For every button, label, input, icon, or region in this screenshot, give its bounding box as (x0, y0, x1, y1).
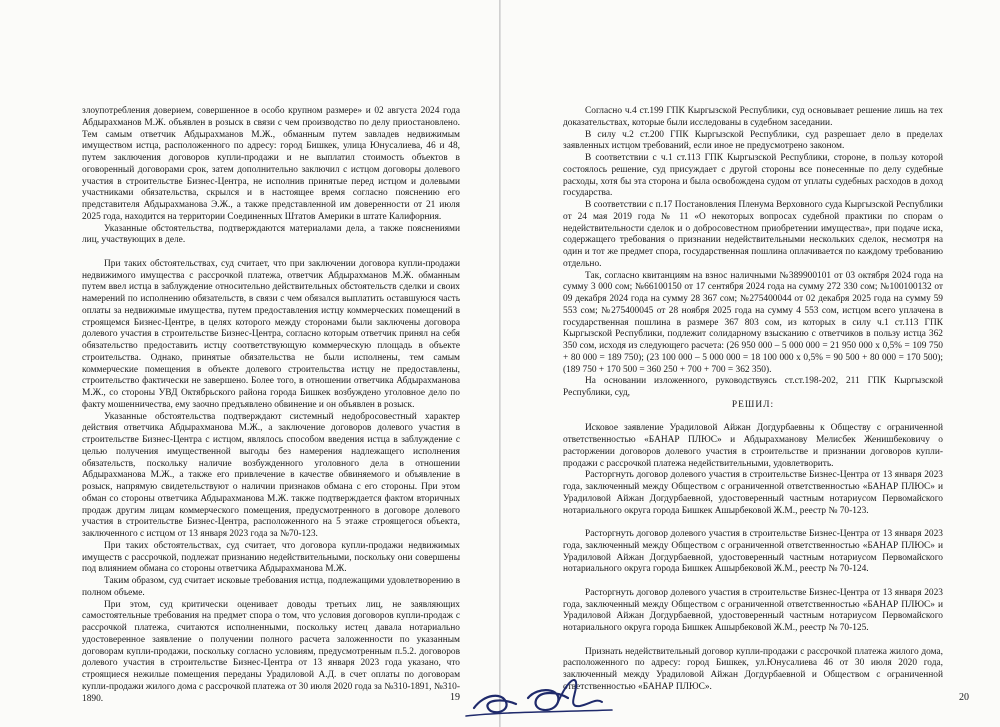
paragraph: Указанные обстоятельства подтверждают системный недобросовестный характер действия ответчика Абдырахманова М.Ж., а заключение договоров долевого участия в строительстве Бизнес-Центра с истцом, являлось способом введения истца в заблуждение с целью получения имущественной выгоды без намерения надлежащего исполнения обязательств, поскольку наличие возбужденного уголовного дела в отношении Абдырахманова М.Ж., а также его привлечение в качестве обвиняемого и объявление в розыск, напрямую свидетельствуют о наличии признаков обмана с его стороны. При этом обман со стороны ответчика Абдырахманова М.Ж. также подтверждается фактом вторичных продаж другим лицам коммерческого помещения, предусмотренного в договоре долевого участия в строительстве Бизнес-Центра, расположенного на 5 этаже строящегося объекта, заключенного с истцом от 13 января 2023 года за №70-123. (82, 411, 460, 539)
page-number: 20 (959, 692, 969, 703)
page-number: 19 (450, 692, 460, 703)
paragraph: В соответствии с п.17 Постановления Пленума Верховного суда Кыргызской Республики от 24 мая 2019 года № 11 «О некоторых вопросах судебной практики по спорам о недействительности сделок и о добросовестном приобретении имущества», при подаче иска, содержащего требования о признании недействительными нескольких сделок, несмотря на один и тот же предмет спора, государственная пошлина оплачивается по каждому требованию отдельно. (563, 200, 943, 269)
paragraph: На основании изложенного, руководствуясь ст.ст.198-202, 211 ГПК Кыргызской Республики, суд, (563, 376, 943, 398)
paragraph: Согласно ч.4 ст.199 ГПК Кыргызской Республики, суд основывает решение лишь на тех доказательствах, которые были исследованы в судебном заседании. (563, 106, 943, 128)
paragraph: Расторгнуть договор долевого участия в строительстве Бизнес-Центра от 13 января 2023 года, заключенный между Обществом с ограниченной ответственностью «БАНАР ПЛЮС» и Урадиловой Айжан Догдурбаевной, удостоверенный частным нотариусом Первомайского нотариального округа города Бишкек Ашырбековой Ж.М., реестр № 70-124. (563, 529, 943, 575)
page-left (0, 0, 499, 727)
paragraph: В силу ч.2 ст.200 ГПК Кыргызской Республики, суд разрешает дело в пределах заявленных истцом требований, если иное не предусмотрено законом. (563, 129, 943, 152)
page-right (501, 0, 1000, 727)
right-text-column (563, 106, 943, 694)
paragraph: При таких обстоятельствах, суд считает, что при заключении договора купли-продажи недвижимого имущества с рассрочкой платежа, ответчик Абдырахманов М.Ж. обманным путем ввел истца в заблуждение относительно действительных обстоятельств сделки и своих намерений по исполнению обязательств, в связи с чем обязался выплатить оставшуюся часть оплаты за недвижимые имущества, путем предоставления истцу коммерческих помещений в строящемся Бизнес-Центре, в целях которого между сторонами были заключены договора долевого участия в строительстве Бизнес-Центра, согласно которым ответчик принял на себя обязательство предоставить истцу соответствующую коммерческую площадь в объекте строительства. Однако, принятые обязательства не были исполнены, тем самым коммерческие помещения в объекте долевого строительства истцу не предоставлены, строительство фактически не завершено. Более того, в отношении ответчика Абдырахманова М.Ж., со стороны УВД Октябрьского района города Бишкек возбуждено уголовное дело по факту мошенничества, ему заочно предъявлено обвинение и он объявлен в розыск. (82, 258, 460, 410)
paragraph: Так, согласно квитанциям на взнос наличными №389900101 от 03 октября 2024 года на сумму 3 000 сом; №66100150 от 17 сентября 2024 года на сумму 272 330 сом; №100100132 от 09 декабря 2024 года на сумму 28 367 сом; №275400044 от 02 декабря 2025 года на сумму 59 553 сом; №275400045 от 28 ноября 2025 года на сумму 4 553 сом, истцом всего уплачена в государственная пошлина в размере 367 803 сом, из которых в силу ч.1 ст.113 ГПК Кыргызской Республики, подлежит солидарному взысканию с ответчиков в пользу истца 362 350 сом, исходя из следующего расчета: (26 950 000 – 5 000 000 = 21 950 000 х 0,5% = 109 750 + 80 000 = 189 750); (23 100 000 – 5 000 000 = 18 100 000 х 0,5% = 90 500 + 80 000 = 170 500); (189 750 + 170 500 = 360 250 + 700 + 700 = 362 350). (563, 270, 943, 375)
decision-heading: РЕШИЛ: (731, 399, 775, 410)
left-text-column (82, 106, 460, 705)
paragraph: При этом, суд критически оценивает доводы третьих лиц, не заявляющих самостоятельные требования на предмет спора о том, что условия договоров купли-продаж с рассрочкой платежа, считаются исполненными, поскольку истец давала нотариально удостоверенное заявление о получении полного расчета заложенности по указанным договорам купли-продажи, поскольку согласно условиям, предусмотренным п.5.2. договоров долевого участия в строительстве Бизнес-Центра от 13 января 2023 года указано, что строящиеся нежилые помещения переданы Урадиловой А.Д. в счет оплаты по договорам купли-продажи жилого дома с рассрочкой платежа от 30 июля 2020 года за №310-1891, №310-1890. (82, 599, 460, 704)
handwritten-signature (462, 668, 682, 724)
paragraph: Расторгнуть договор долевого участия в строительстве Бизнес-Центра от 13 января 2023 года, заключенный между Обществом с ограниченной ответственностью «БАНАР ПЛЮС» и Урадиловой Айжан Догдурбаевной, удостоверенный частным нотариусом Первомайского нотариального округа города Бишкек Ашырбековой Ж.М., реестр № 70-123. (563, 470, 943, 516)
paragraph: Расторгнуть договор долевого участия в строительстве Бизнес-Центра от 13 января 2023 года, заключенный между Обществом с ограниченной ответственностью «БАНАР ПЛЮС» и Урадиловой Айжан Догдурбаевной, удостоверенный частным нотариусом Первомайского нотариального округа города Бишкек Ашырбековой Ж.М., реестр № 70-125. (563, 587, 943, 633)
paragraph: В соответствии с ч.1 ст.113 ГПК Кыргызской Республики, стороне, в пользу которой состоялось решение, суд присуждает с другой стороны все понесенные по делу судебные расходы, хотя бы эта сторона и была освобождена судом от уплаты судебных расходов в доход государства. (563, 153, 943, 199)
paragraph: При таких обстоятельствах, суд считает, что договора купли-продажи недвижимых имуществ с рассрочкой, подлежат признанию недействительными, поскольку они совершены под влиянием обмана со стороны ответчика Абдырахманова М.Ж. (82, 540, 460, 575)
paragraph: злоупотребления доверием, совершенное в особо крупном размере» и 02 августа 2024 года Абдырахманов М.Ж. объявлен в розыск в связи с чем производство по делу приостановлено. Тем самым ответчик Абдырахманов М.Ж., обманным путем завладев недвижимым имуществом истца, расположенного по адресу: город Бишкек, улица Юнусалиева, 46 и 48, путем заключения договоров купли-продажи и не выплатил стоимость объектов в оговоренный договорами срок, затем дополнительно заключил с истцом договоры долевого участия в строительстве Бизнес-Центра, не исполнив принятые перед истцом и долевыми участниками обязательства, скрылся и в настоящее время согласно пояснению его представителя Абдырахманова Э.Ж., а также представленной им доверенности от 21 июля 2025 года, находится на территории Соединенных Штатов Америки в штате Калифорния. (82, 106, 460, 222)
paragraph: Исковое заявление Урадиловой Айжан Догдурбаевны к Обществу с ограниченной ответственностью «БАНАР ПЛЮС» и Абдырахманову Мелисбек Женишбековичу о расторжении договоров долевого участия в строительстве и признании договоров купли-продажи с рассрочкой платежа недействительными, удовлетворить. (563, 423, 943, 469)
paragraph: Признать недействительный договор купли-продажи с рассрочкой платежа жилого дома, расположенного по адресу: город Бишкек, ул.Юнусалиева 46 от 30 июля 2020 года, заключенный между Урадиловой Айжан Догдурбаевной и Обществом с ограниченной ответственностью «БАНАР ПЛЮС». (563, 646, 943, 692)
paragraph: Указанные обстоятельства, подтверждаются материалами дела, а также пояснениями лиц, участвующих в деле. (82, 223, 460, 246)
paragraph: Таким образом, суд считает исковые требования истца, подлежащими удовлетворению в полном объеме. (82, 576, 460, 598)
